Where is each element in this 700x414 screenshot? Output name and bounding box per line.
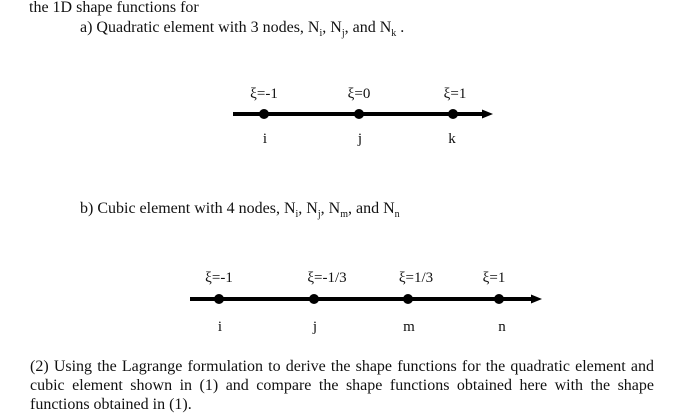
part-b-intro: b) Cubic element with 4 nodes, N <box>80 200 296 217</box>
quadratic-xi-label-1: ξ=-1 <box>250 86 278 102</box>
cubic-xi-label-2: ξ=-1/3 <box>307 270 347 286</box>
cubic-xi-label-3: ξ=1/3 <box>398 270 434 286</box>
cubic-node-3 <box>403 294 413 304</box>
part-b-sep1: , N <box>298 200 318 217</box>
cubic-node-label-3: m <box>403 319 415 335</box>
question-2-paragraph: (2) Using the Lagrange formulation to derive the shape functions for the quadratic element and cubic element shown in (1) and compare the shape functions obtained here with the shape functions obtained in (1). <box>30 358 654 413</box>
quadratic-node-label-3: k <box>448 131 456 147</box>
quadratic-node-label-1: i <box>262 131 268 147</box>
part-a-sub-j: j <box>341 28 345 39</box>
cubic-node-1 <box>214 294 224 304</box>
cubic-node-2 <box>309 294 319 304</box>
cubic-xi-label-1: ξ=-1 <box>205 270 233 286</box>
cubic-axis-arrowhead <box>531 295 542 304</box>
part-a-intro: a) Quadratic element with 3 nodes, N <box>80 19 320 36</box>
cubic-node-4 <box>494 294 504 304</box>
cubic-xi-label-4: ξ=1 <box>482 270 506 286</box>
part-a-sub-i: i <box>319 28 323 39</box>
quadratic-xi-label-3: ξ=1 <box>443 86 467 102</box>
quadratic-node-label-2: j <box>357 131 363 147</box>
quadratic-xi-label-2: ξ=0 <box>347 86 371 102</box>
part-b-sep3: , and N <box>347 200 395 217</box>
part-b-sep2: , N <box>320 200 341 217</box>
part-a-sub-k: k <box>391 28 397 39</box>
part-b-sub-m: m <box>340 209 348 220</box>
part-b-sub-n: n <box>394 209 400 220</box>
part-a-end: . <box>396 19 405 36</box>
part-b-sub-i: i <box>295 209 299 220</box>
part-b-sub-j: j <box>317 209 321 220</box>
cubic-node-label-2: j <box>312 319 318 335</box>
part-a-sep2: , and N <box>344 19 392 36</box>
part-a-sep1: , N <box>322 19 342 36</box>
header-text: the 1D shape functions for <box>29 0 199 16</box>
cubic-node-label-1: i <box>217 319 223 335</box>
cubic-node-label-4: n <box>498 319 506 335</box>
